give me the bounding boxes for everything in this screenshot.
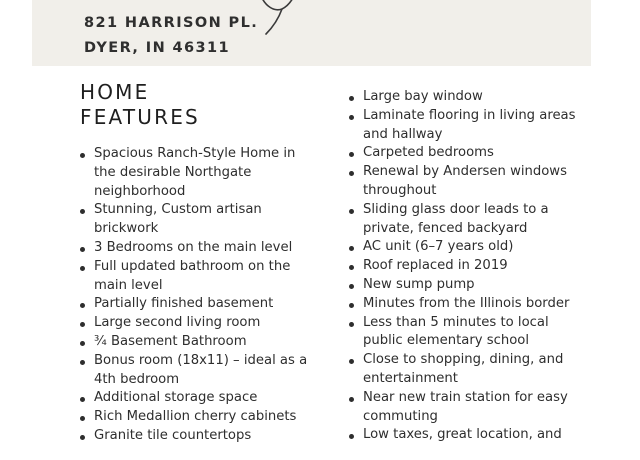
list-item: Granite tile countertops <box>80 427 312 446</box>
list-item: Additional storage space <box>80 389 312 408</box>
list-item: Stunning, Custom artisan brickwork <box>80 201 312 239</box>
features-list-left <box>80 145 312 446</box>
list-item: Large second living room <box>80 314 312 333</box>
address-city-state-zip: DYER, IN 46311 <box>84 40 231 56</box>
list-item: Low taxes, great location, and <box>349 426 587 445</box>
list-item: Sliding glass door leads to a private, fenced backyard <box>349 201 587 239</box>
list-item: Laminate flooring in living areas and hallway <box>349 107 587 145</box>
list-item: Spacious Ranch-Style Home in the desirable Northgate neighborhood <box>80 145 312 201</box>
features-heading-line2: FEATURES <box>80 105 200 129</box>
list-item: Full updated bathroom on the main level <box>80 258 312 296</box>
list-item: Near new train station for easy commuting <box>349 389 587 427</box>
list-item: New sump pump <box>349 276 587 295</box>
list-item: Less than 5 minutes to local public elementary school <box>349 314 587 352</box>
features-list-right <box>349 88 587 445</box>
list-item: Close to shopping, dining, and entertainment <box>349 351 587 389</box>
features-heading-line1: HOME <box>80 80 150 104</box>
list-item: Partially finished basement <box>80 295 312 314</box>
list-item: Bonus room (18x11) – ideal as a 4th bedroom <box>80 352 312 390</box>
address-street: 821 HARRISON PL. <box>84 15 259 31</box>
features-heading <box>80 80 200 130</box>
header-band <box>32 0 591 66</box>
list-item: ¾ Basement Bathroom <box>80 333 312 352</box>
list-item: Minutes from the Illinois border <box>349 295 587 314</box>
list-item: Large bay window <box>349 88 587 107</box>
list-item: Rich Medallion cherry cabinets <box>80 408 312 427</box>
list-item: Renewal by Andersen windows throughout <box>349 163 587 201</box>
list-item: Roof replaced in 2019 <box>349 257 587 276</box>
list-item: Carpeted bedrooms <box>349 144 587 163</box>
list-item: 3 Bedrooms on the main level <box>80 239 312 258</box>
list-item: AC unit (6–7 years old) <box>349 238 587 257</box>
